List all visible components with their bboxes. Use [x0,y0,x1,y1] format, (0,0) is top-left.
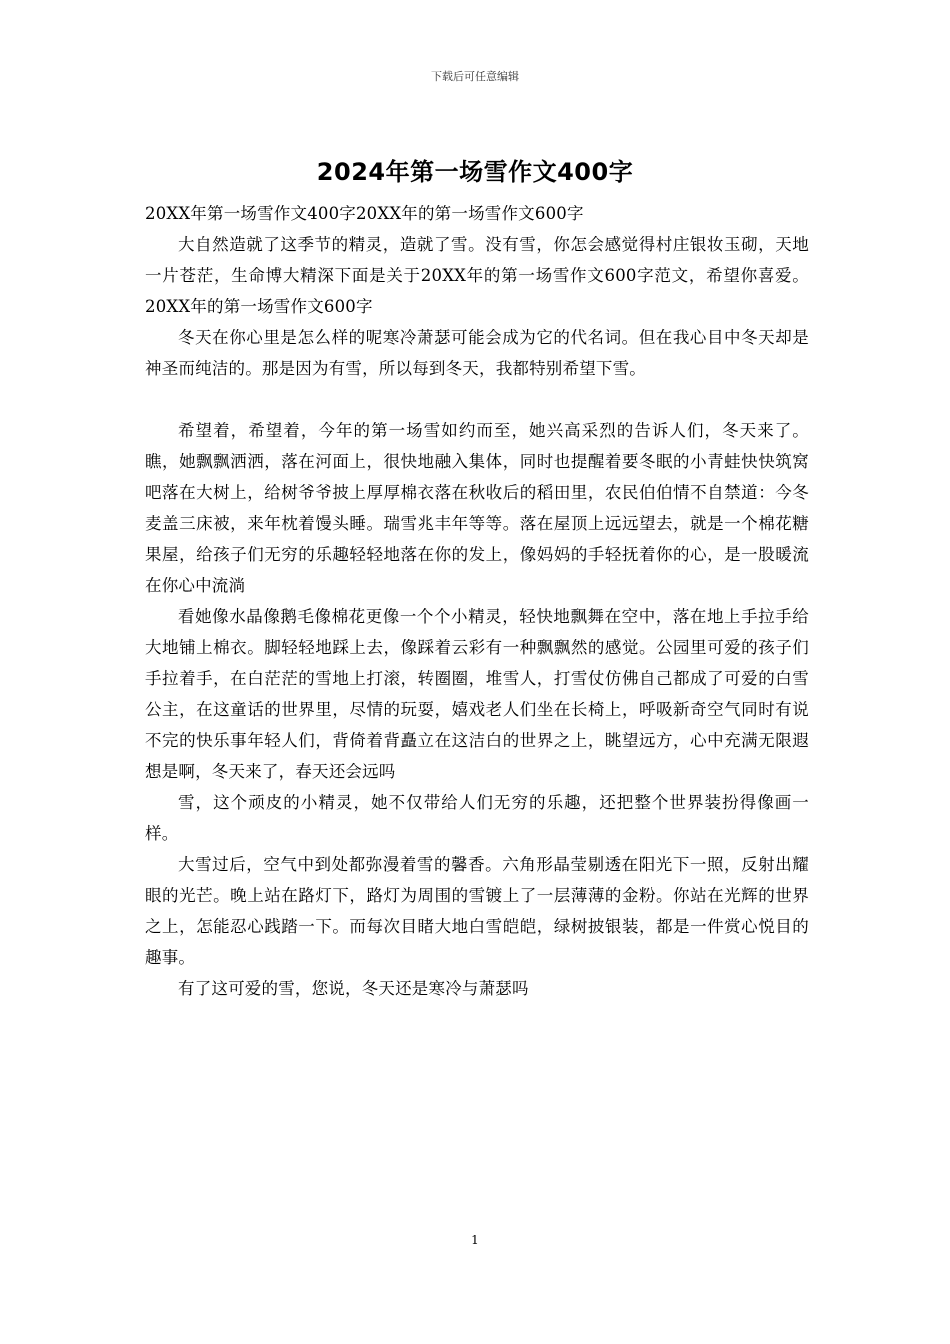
paragraph: 看她像水晶像鹅毛像棉花更像一个个小精灵，轻快地飘舞在空中，落在地上手拉手给大地铺上棉衣。脚轻轻地踩上去，像踩着云彩有一种飘飘然的感觉。公园里可爱的孩子们手拉着手，在白茫茫的雪地上打滚，转圈圈，堆雪人，打雪仗仿佛自己都成了可爱的白雪公主，在这童话的世界里，尽情的玩耍，嬉戏老人们坐在长椅上，呼吸新奇空气同时有说不完的快乐事年轻人们，背倚着背矗立在这洁白的世界之上，眺望远方，心中充满无限遐想是啊，冬天来了，春天还会远吗 [145,607,809,781]
document-title: 2024年第一场雪作文400字 [316,158,634,186]
paragraph-subtitle: 20XX年第一场雪作文400字20XX年的第一场雪作文600字 [145,204,584,223]
page-header-note: 下载后可任意编辑 [431,70,519,83]
paragraph: 雪，这个顽皮的小精灵，她不仅带给人们无穷的乐趣，还把整个世界装扮得像画一样。 [145,793,809,843]
paragraph: 大雪过后，空气中到处都弥漫着雪的馨香。六角形晶莹剔透在阳光下一照，反射出耀眼的光芒。晚上站在路灯下，路灯为周围的雪镀上了一层薄薄的金粉。你站在光辉的世界之上，怎能忍心践踏一下。而每次目睹大地白雪皑皑，绿树披银装，都是一件赏心悦目的趣事。 [145,855,809,967]
paragraph: 冬天在你心里是怎么样的呢寒冷萧瑟可能会成为它的代名词。但在我心目中冬天却是神圣而纯洁的。那是因为有雪，所以每到冬天，我都特别希望下雪。 [145,328,809,378]
paragraph: 希望着，希望着，今年的第一场雪如约而至，她兴高采烈的告诉人们，冬天来了。瞧，她飘飘洒洒，落在河面上，很快地融入集体，同时也提醒着要冬眠的小青蛙快快筑窝吧落在大树上，给树爷爷披上厚厚棉衣落在秋收后的稻田里，农民伯伯情不自禁道：今冬麦盖三床被，来年枕着馒头睡。瑞雪兆丰年等等。落在屋顶上远远望去，就是一个棉花糖果屋，给孩子们无穷的乐趣轻轻地落在你的发上，像妈妈的手轻抚着你的心，是一股暖流在你心中流淌 [145,421,809,595]
paragraph: 有了这可爱的雪，您说，冬天还是寒冷与萧瑟吗 [178,979,529,998]
paragraph: 大自然造就了这季节的精灵，造就了雪。没有雪，你怎会感觉得村庄银妆玉砌，天地一片苍茫，生命博大精深下面是关于20XX年的第一场雪作文600字范文，希望你喜爱。20XX年的第一场雪作文600字 [145,235,809,316]
paragraph-spacer [145,384,809,415]
page-number: 1 [471,1233,479,1247]
document-body [145,198,809,1004]
